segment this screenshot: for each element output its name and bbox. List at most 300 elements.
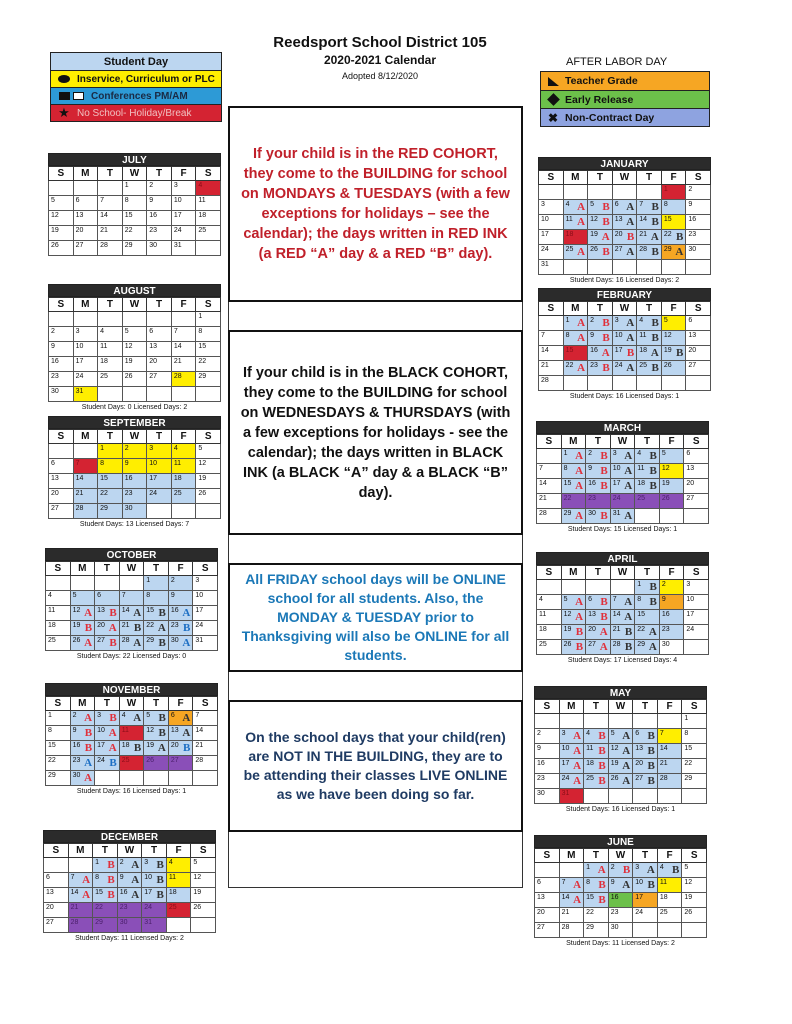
cohort-mark: B — [647, 879, 655, 891]
day-cell: 9 — [659, 595, 684, 610]
day-cell: 9 — [168, 591, 193, 606]
cohort-mark: A — [622, 879, 631, 891]
day-cell: 7 — [657, 729, 682, 744]
month-footer: Student Days: 16 Licensed Days: 1 — [569, 393, 680, 400]
weekday-header: S — [49, 167, 74, 181]
day-cell: 2 A — [117, 858, 142, 873]
day-cell: 17 — [147, 474, 172, 489]
empty-cell — [171, 504, 196, 519]
day-cell: 11 — [98, 342, 123, 357]
day-cell: 17 — [633, 893, 658, 908]
day-cell: 21 — [539, 361, 564, 376]
cohort-mark: A — [577, 332, 586, 344]
weekday-header: T — [144, 562, 169, 576]
day-cell: 11 B — [637, 331, 662, 346]
day-cell: 12 — [196, 459, 221, 474]
weekday-header: T — [586, 435, 611, 449]
empty-cell — [612, 185, 637, 200]
weekday-header: S — [686, 171, 711, 185]
day-cell: 9 B — [588, 331, 613, 346]
weekday-header: M — [73, 167, 98, 181]
weekday-header: M — [561, 566, 586, 580]
day-cell: 23 — [608, 908, 633, 923]
weekday-header: W — [122, 298, 147, 312]
cohort-mark: A — [675, 246, 684, 258]
cohort-mark: B — [183, 742, 191, 754]
day-cell: 22 — [98, 489, 123, 504]
weekday-header: W — [608, 700, 633, 714]
day-cell: 27 — [535, 923, 560, 938]
weekday-header: T — [586, 566, 611, 580]
legend-inservice: Inservice, Curriculum or PLC — [51, 70, 221, 87]
day-cell: 31 — [171, 241, 196, 256]
day-cell: 19 A — [144, 741, 169, 756]
month-december — [43, 830, 216, 942]
empty-cell — [584, 789, 609, 804]
weekday-header: W — [117, 844, 142, 858]
cohort-mark: A — [626, 317, 635, 329]
empty-cell — [588, 376, 613, 391]
day-cell: 20 — [73, 226, 98, 241]
weekday-header: W — [612, 302, 637, 316]
day-cell: 7 — [539, 331, 564, 346]
month-march — [536, 421, 709, 533]
cohort-mark: B — [649, 480, 657, 492]
day-cell: 7 — [73, 459, 98, 474]
day-cell: 17 — [684, 610, 709, 625]
empty-cell — [682, 789, 707, 804]
day-cell: 30 A — [168, 636, 193, 651]
empty-cell — [637, 260, 662, 275]
month-title: AUGUST — [48, 284, 221, 297]
cohort-mark: B — [598, 745, 606, 757]
empty-cell — [144, 771, 169, 786]
x-icon: ✖ — [547, 110, 559, 125]
empty-cell — [612, 260, 637, 275]
month-footer: Student Days: 16 Licensed Days: 1 — [565, 806, 676, 813]
day-cell: 31 A — [610, 509, 635, 524]
day-cell: 23 — [586, 494, 611, 509]
day-cell: 23 B — [168, 621, 193, 636]
legend-after-labor-day — [540, 71, 710, 127]
day-cell: 15 — [46, 741, 71, 756]
weekday-header: F — [661, 171, 686, 185]
empty-cell — [196, 387, 221, 402]
day-cell: 9 — [686, 200, 711, 215]
weekday-header: S — [196, 430, 221, 444]
weekday-header: M — [561, 435, 586, 449]
day-cell: 4 — [196, 181, 221, 196]
day-cell: 5 — [659, 449, 684, 464]
empty-cell — [196, 241, 221, 256]
weekday-header: S — [684, 566, 709, 580]
day-cell: 15 — [563, 346, 588, 361]
day-cell: 29 — [98, 504, 123, 519]
cohort-mark: B — [575, 626, 584, 638]
weekday-header: S — [191, 844, 216, 858]
cohort-mark: B — [156, 874, 164, 886]
cohort-mark: A — [157, 622, 166, 634]
day-cell: 10 — [193, 591, 218, 606]
day-cell: 17 — [539, 230, 564, 245]
legend-student-days — [50, 52, 222, 122]
weekday-header: T — [588, 171, 613, 185]
day-cell: 28 — [171, 372, 196, 387]
cohort-mark: B — [649, 596, 657, 608]
empty-cell — [73, 312, 98, 327]
day-cell: 19 — [122, 357, 147, 372]
day-cell: 28 — [537, 509, 562, 524]
empty-cell — [686, 260, 711, 275]
day-cell: 26 — [661, 361, 686, 376]
day-cell: 29 — [196, 372, 221, 387]
day-cell: 27 — [44, 918, 69, 933]
day-cell: 8 — [98, 459, 123, 474]
day-cell: 18 — [98, 357, 123, 372]
day-cell: 26 B — [588, 245, 613, 260]
weekday-header: T — [588, 302, 613, 316]
weekday-header: T — [98, 430, 123, 444]
weekday-header: F — [657, 849, 682, 863]
day-cell: 19 A — [608, 759, 633, 774]
day-cell: 26 — [682, 908, 707, 923]
day-cell: 29 B — [144, 636, 169, 651]
cohort-mark: A — [622, 730, 631, 742]
day-cell: 7 A — [610, 595, 635, 610]
day-cell: 25 B — [584, 774, 609, 789]
day-cell: 10 — [171, 196, 196, 211]
empty-square-icon — [73, 92, 84, 100]
day-cell: 1 B — [635, 580, 660, 595]
weekday-header: W — [122, 430, 147, 444]
day-cell: 14 — [539, 346, 564, 361]
day-cell: 2 — [686, 185, 711, 200]
day-cell: 13 A — [612, 215, 637, 230]
day-cell: 12 — [191, 873, 216, 888]
day-cell: 15 — [98, 474, 123, 489]
empty-cell — [684, 640, 709, 655]
day-cell: 13 — [73, 211, 98, 226]
day-cell: 13 — [686, 331, 711, 346]
day-cell: 12 A — [561, 610, 586, 625]
weekday-header: W — [612, 171, 637, 185]
day-cell: 9 — [49, 342, 74, 357]
day-cell: 1 — [682, 714, 707, 729]
weekday-header: M — [70, 562, 95, 576]
day-cell: 15 — [635, 610, 660, 625]
cohort-mark: B — [676, 347, 684, 359]
empty-cell — [637, 185, 662, 200]
day-cell: 27 — [147, 372, 172, 387]
weekday-header: S — [46, 562, 71, 576]
month-footer: Student Days: 11 Licensed Days: 2 — [566, 940, 675, 947]
month-may — [534, 686, 707, 813]
cohort-mark: B — [651, 332, 659, 344]
cohort-mark: A — [648, 626, 657, 638]
cohort-mark: B — [183, 622, 191, 634]
day-cell: 31 — [142, 918, 167, 933]
empty-cell — [193, 771, 218, 786]
weekday-header: F — [171, 430, 196, 444]
month-june — [534, 835, 707, 947]
day-cell: 5 — [191, 858, 216, 873]
day-cell: 14 A — [119, 606, 144, 621]
month-footer: Student Days: 11 Licensed Days: 2 — [75, 935, 184, 942]
empty-cell — [49, 444, 74, 459]
empty-cell — [196, 504, 221, 519]
weekday-header: T — [98, 298, 123, 312]
weekday-header: T — [147, 298, 172, 312]
day-cell: 9 — [147, 196, 172, 211]
weekday-header: M — [559, 849, 584, 863]
empty-cell — [661, 376, 686, 391]
weekday-header: M — [559, 700, 584, 714]
day-cell: 14 — [73, 474, 98, 489]
day-cell: 7 A — [559, 878, 584, 893]
day-cell: 18 — [171, 474, 196, 489]
triangle-icon — [548, 77, 559, 86]
day-cell: 1 — [46, 711, 71, 726]
cohort-mark: A — [601, 231, 610, 243]
day-cell: 17 A — [610, 479, 635, 494]
empty-cell — [119, 576, 144, 591]
cohort-mark: A — [82, 889, 91, 901]
legend-non-contract: ✖ Non-Contract Day — [541, 108, 709, 126]
day-cell: 16 — [49, 357, 74, 372]
cohort-mark: B — [84, 727, 93, 739]
day-cell: 25 — [166, 903, 191, 918]
day-cell: 1 — [122, 181, 147, 196]
weekday-header: M — [563, 302, 588, 316]
cohort-mark: A — [577, 317, 586, 329]
day-cell: 28 — [657, 774, 682, 789]
calendar-subtitle: 2020-2021 Calendar — [323, 53, 437, 67]
empty-cell — [95, 576, 120, 591]
month-footer: Student Days: 16 Licensed Days: 1 — [76, 788, 187, 795]
day-cell: 24 — [171, 226, 196, 241]
empty-cell — [147, 312, 172, 327]
cohort-mark: A — [84, 772, 93, 784]
day-cell: 30 — [147, 241, 172, 256]
cohort-mark: B — [109, 712, 117, 724]
day-cell: 27 — [684, 494, 709, 509]
day-cell: 26 A — [70, 636, 95, 651]
cohort-mark: B — [602, 362, 610, 374]
day-cell: 12 — [122, 342, 147, 357]
cohort-mark: A — [624, 450, 633, 462]
day-cell: 2 — [659, 580, 684, 595]
day-cell: 10 A — [612, 331, 637, 346]
day-cell: 16 — [147, 211, 172, 226]
weekday-header: W — [610, 435, 635, 449]
cohort-mark: B — [647, 745, 655, 757]
cohort-mark: B — [158, 727, 166, 739]
day-cell: 19 A — [588, 230, 613, 245]
day-cell: 8 — [682, 729, 707, 744]
cohort-mark: A — [626, 362, 635, 374]
day-cell: 21 — [559, 908, 584, 923]
cohort-mark: A — [597, 864, 606, 876]
day-cell: 6 — [147, 327, 172, 342]
weekday-header: T — [147, 430, 172, 444]
day-cell: 24 — [610, 494, 635, 509]
weekday-header: S — [682, 849, 707, 863]
day-cell: 20 B — [612, 230, 637, 245]
day-cell: 25 — [171, 489, 196, 504]
weekday-header: M — [563, 171, 588, 185]
cohort-mark: B — [109, 637, 117, 649]
cohort-mark: A — [573, 745, 582, 757]
cohort-mark: A — [82, 874, 91, 886]
weekday-header: S — [46, 697, 71, 711]
day-cell: 20 A — [95, 621, 120, 636]
day-cell: 19 — [196, 474, 221, 489]
weekday-header: F — [166, 844, 191, 858]
day-cell: 20 B — [633, 759, 658, 774]
day-cell: 1 — [661, 185, 686, 200]
empty-cell — [46, 576, 71, 591]
day-cell: 12 B — [144, 726, 169, 741]
month-grid — [48, 429, 221, 519]
day-cell: 2 B — [586, 449, 611, 464]
day-cell: 29 A — [635, 640, 660, 655]
empty-cell — [563, 260, 588, 275]
day-cell: 25 A — [563, 245, 588, 260]
weekday-header: S — [539, 171, 564, 185]
day-cell: 19 B — [661, 346, 686, 361]
month-footer: Student Days: 15 Licensed Days: 1 — [567, 526, 678, 533]
day-cell: 2 — [122, 444, 147, 459]
day-cell: 4 B — [637, 316, 662, 331]
day-cell: 17 A — [559, 759, 584, 774]
red-cohort-note: If your child is in the RED COHORT, they come to the BUILDING for school on MONDAYS & TUESDAYS (with a few exceptions for holidays – see the calendar); the days written in RED INK (a RED “A” day & a RED “B” day). — [228, 106, 523, 302]
day-cell: 16 B — [70, 741, 95, 756]
empty-cell — [661, 260, 686, 275]
weekday-header: S — [49, 298, 74, 312]
day-cell: 20 A — [586, 625, 611, 640]
day-cell: 26 — [49, 241, 74, 256]
day-cell: 29 — [93, 918, 118, 933]
cohort-mark: A — [182, 607, 191, 619]
day-cell: 3 — [539, 200, 564, 215]
cohort-mark: B — [649, 581, 657, 593]
cohort-mark: A — [624, 480, 633, 492]
day-cell: 10 B — [633, 878, 658, 893]
day-cell: 27 B — [95, 636, 120, 651]
day-cell: 4 B — [584, 729, 609, 744]
day-cell: 6 — [49, 459, 74, 474]
day-cell: 1 — [196, 312, 221, 327]
day-cell: 10 A — [95, 726, 120, 741]
month-title: MAY — [534, 686, 707, 699]
day-cell: 12 — [659, 464, 684, 479]
day-cell: 19 — [682, 893, 707, 908]
day-cell: 7 B — [637, 200, 662, 215]
day-cell: 26 — [196, 489, 221, 504]
empty-cell — [563, 185, 588, 200]
empty-cell — [95, 771, 120, 786]
day-cell: 16 A — [168, 606, 193, 621]
day-cell: 5 — [122, 327, 147, 342]
month-grid — [534, 699, 707, 804]
day-cell: 22 — [561, 494, 586, 509]
weekday-header: W — [122, 167, 147, 181]
day-cell: 31 — [73, 387, 98, 402]
empty-cell — [49, 312, 74, 327]
day-cell: 6 A — [612, 200, 637, 215]
day-cell: 7 — [98, 196, 123, 211]
day-cell: 4 A — [119, 711, 144, 726]
cohort-mark: A — [601, 347, 610, 359]
day-cell: 13 — [49, 474, 74, 489]
weekday-header: T — [633, 700, 658, 714]
cohort-mark: A — [646, 864, 655, 876]
month-footer: Student Days: 0 Licensed Days: 2 — [81, 404, 188, 411]
day-cell: 3 — [147, 444, 172, 459]
empty-cell — [147, 504, 172, 519]
cohort-mark: A — [131, 859, 140, 871]
empty-cell — [635, 509, 660, 524]
day-cell: 14 B — [637, 215, 662, 230]
day-cell: 11 A — [563, 215, 588, 230]
day-cell: 27 — [686, 361, 711, 376]
day-cell: 4 — [166, 858, 191, 873]
weekday-header: F — [661, 302, 686, 316]
weekday-header: T — [144, 697, 169, 711]
day-cell: 8 A — [563, 331, 588, 346]
day-cell: 29 A — [561, 509, 586, 524]
day-cell: 31 — [193, 636, 218, 651]
day-cell: 13 — [535, 893, 560, 908]
day-cell: 13 B — [586, 610, 611, 625]
cohort-mark: B — [622, 864, 631, 876]
day-cell: 28 — [68, 918, 93, 933]
day-cell: 2 — [147, 181, 172, 196]
day-cell: 11 — [657, 878, 682, 893]
day-cell: 21 — [68, 903, 93, 918]
day-cell: 11 — [196, 196, 221, 211]
day-cell: 18 B — [635, 479, 660, 494]
day-cell: 17 A — [95, 741, 120, 756]
weekday-header: W — [119, 697, 144, 711]
month-title: DECEMBER — [43, 830, 216, 843]
day-cell: 25 — [635, 494, 660, 509]
weekday-header: S — [535, 849, 560, 863]
day-cell: 8 — [46, 726, 71, 741]
month-title: APRIL — [536, 552, 709, 565]
cohort-mark: B — [598, 730, 606, 742]
month-footer: Student Days: 17 Licensed Days: 4 — [567, 657, 678, 664]
cohort-mark: A — [622, 775, 631, 787]
day-cell: 9 — [535, 744, 560, 759]
day-cell: 8 B — [635, 595, 660, 610]
day-cell: 21 — [98, 226, 123, 241]
day-cell: 9 B — [586, 464, 611, 479]
day-cell: 5 B — [588, 200, 613, 215]
cohort-mark: A — [624, 465, 633, 477]
empty-cell — [535, 714, 560, 729]
cohort-mark: A — [575, 611, 584, 623]
cohort-mark: B — [158, 607, 166, 619]
cohort-mark: B — [598, 894, 606, 906]
day-cell: 9 A — [608, 878, 633, 893]
month-title: MARCH — [536, 421, 709, 434]
cohort-mark: A — [624, 596, 633, 608]
cohort-mark: B — [133, 622, 142, 634]
day-cell: 30 — [122, 504, 147, 519]
empty-cell — [586, 580, 611, 595]
day-cell: 10 — [73, 342, 98, 357]
